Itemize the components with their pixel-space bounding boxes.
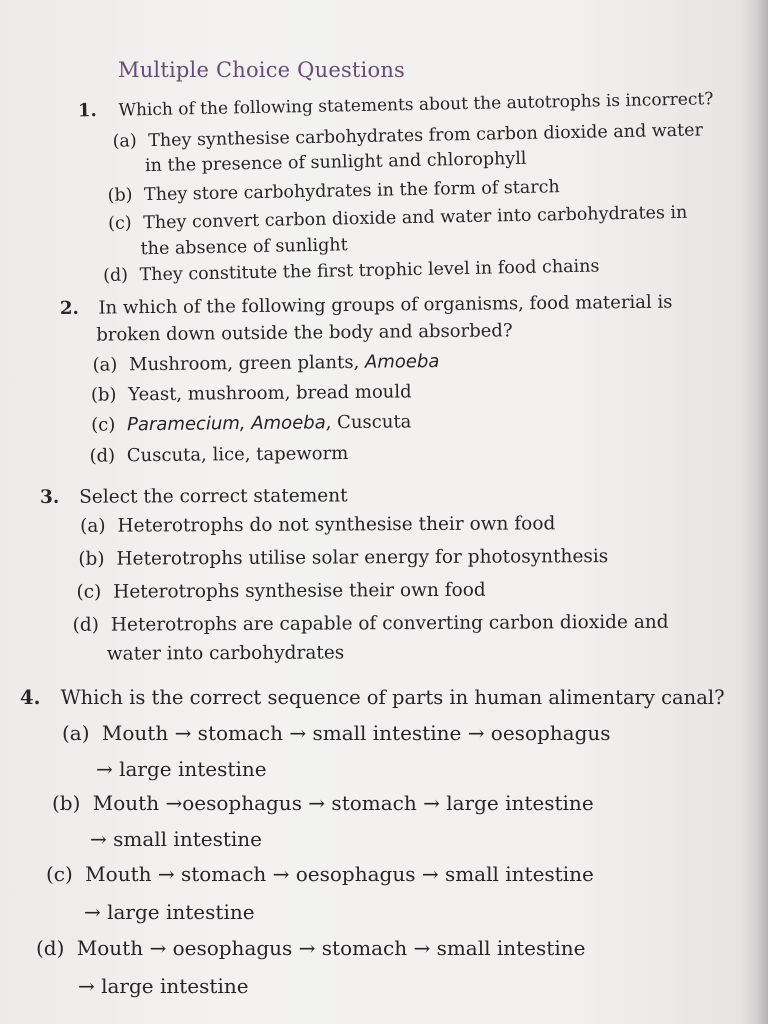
option-a-continuation: → large intestine [96, 757, 267, 781]
option-text: Mouth → stomach → small intestine → oesophagus [101, 721, 611, 745]
option-text: Mouth →oesophagus → stomach → large intestine [92, 791, 594, 815]
option-label: (b) [78, 548, 105, 570]
option-label: (d) [36, 936, 65, 960]
option-d-continuation: → large intestine [78, 974, 249, 998]
option-label: (c) [46, 862, 73, 886]
option-text: Cuscuta, lice, tapeworm [126, 442, 349, 467]
option-label: (c) [91, 414, 116, 436]
option-b [52, 791, 594, 815]
option-b-continuation: → small intestine [90, 827, 262, 851]
option-a [92, 351, 439, 376]
option-d [89, 443, 348, 467]
option-a [62, 721, 611, 745]
option-d [36, 936, 585, 960]
option-text: They synthesise carbohydrates from carbon dioxide and water [148, 120, 704, 152]
question-text: Select the correct statement [79, 485, 348, 508]
option-text: , Cuscuta [325, 411, 412, 434]
option-label: (b) [52, 791, 81, 815]
option-d [73, 612, 669, 636]
option-a-continuation: in the presence of sunlight and chlorophyll [144, 148, 527, 177]
option-b [91, 381, 412, 405]
page-title: Multiple Choice Questions [118, 58, 406, 82]
option-text: Heterotrophs utilise solar energy for photosynthesis [116, 546, 609, 570]
option-text: They constitute the first trophic level in food chains [139, 256, 600, 286]
option-c-continuation: → large intestine [84, 900, 255, 924]
question-number: 3. [39, 486, 60, 508]
option-label: (a) [112, 131, 137, 152]
question-text: Which is the correct sequence of parts in human alimentary canal? [60, 686, 725, 709]
option-b [78, 546, 608, 570]
option-c [76, 580, 485, 603]
option-text: Mouth → oesophagus → stomach → small intestine [76, 936, 586, 960]
option-a [80, 513, 555, 536]
option-c [108, 203, 687, 234]
option-c [46, 862, 594, 886]
question-number: 2. [59, 297, 79, 319]
question-text: In which of the following groups of organisms, food material is [98, 291, 673, 319]
option-label: (c) [107, 213, 132, 234]
question-1-line [78, 88, 714, 121]
option-d [103, 256, 600, 286]
option-text: Mouth → stomach → oesophagus → small intestine [85, 862, 594, 886]
option-d-continuation: water into carbohydrates [106, 642, 345, 665]
option-b [107, 177, 559, 206]
question-2-continuation: broken down outside the body and absorbed? [96, 320, 513, 346]
option-text: They store carbohydrates in the form of starch [143, 177, 560, 206]
option-text: Heterotrophs are capable of converting carbon dioxide and [110, 611, 669, 636]
book-spine-shadow [740, 0, 768, 1024]
question-number: 4. [20, 686, 41, 709]
option-text: Heterotrophs do not synthesise their own food [117, 513, 556, 537]
option-text-italic: Amoeba [364, 351, 440, 373]
option-text: Yeast, mushroom, bread mould [128, 381, 412, 406]
question-2-line [60, 292, 673, 319]
option-label: (d) [89, 445, 116, 467]
question-4-line [20, 686, 725, 709]
option-label: (d) [72, 614, 99, 636]
option-label: (b) [90, 384, 117, 406]
option-c [91, 411, 411, 435]
option-text: Mushroom, green plants, [128, 351, 366, 376]
option-label: (a) [62, 721, 90, 745]
option-label: (b) [107, 185, 133, 206]
option-text-italic: Paramecium, Amoeba [126, 412, 326, 436]
option-label: (a) [80, 515, 106, 537]
question-number: 1. [77, 100, 98, 122]
option-c-continuation: the absence of sunlight [140, 235, 348, 260]
option-text: Heterotrophs synthesise their own food [113, 579, 486, 603]
question-text: Which of the following statements about the autotrophs is incorrect? [118, 89, 714, 121]
option-label: (c) [76, 581, 102, 603]
option-label: (d) [102, 265, 129, 286]
question-3-line [40, 485, 348, 508]
option-text: They convert carbon dioxide and water into carbohydrates in [143, 202, 688, 234]
option-label: (a) [92, 354, 118, 376]
option-a [112, 120, 703, 151]
